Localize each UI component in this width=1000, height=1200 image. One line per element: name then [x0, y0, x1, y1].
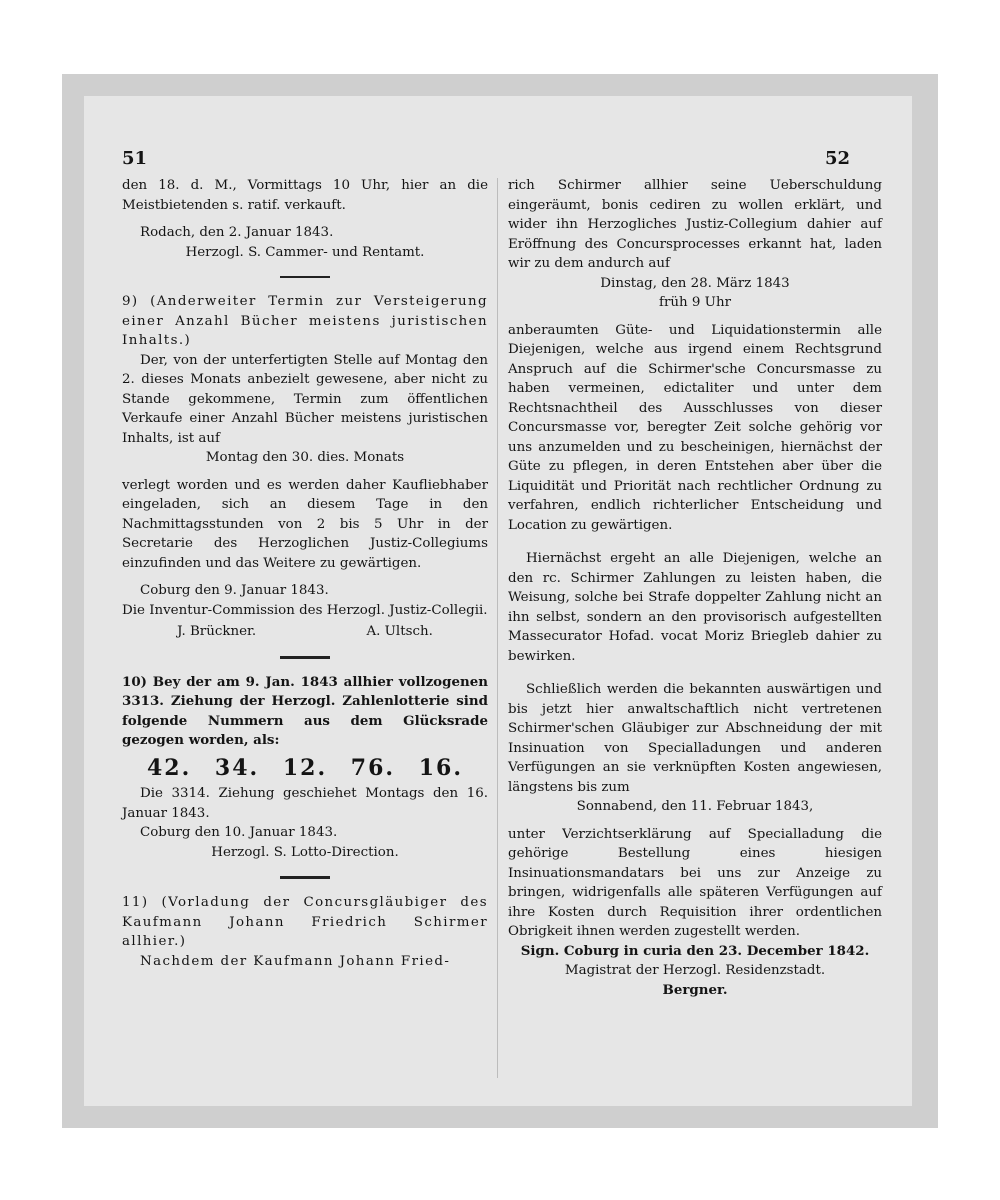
signature-name: Bergner. [662, 981, 728, 998]
notice-9-signatures [122, 622, 488, 642]
scanned-document [62, 74, 938, 1128]
separator-rule [280, 876, 330, 879]
notice-9-text-2: verlegt worden und es werden daher Kaufliebhaber eingeladen, sich an diesem Tage in den Nachmittagsstunden von 2 bis 5 Uhr in der Secretarie des Herzoglichen Justiz-Collegiums einzufinden und das Weitere zu gewärtigen. [122, 477, 488, 571]
notice-10-next-draw: Die 3314. Ziehung geschiehet Montags den 16. Januar 1843. [122, 786, 488, 821]
creditor-summons-text: anberaumten Güte- und Liquidationstermin alle Diejenigen, welche aus irgend einem Rechtsgrund Anspruch auf die Schirmer'sche Concursmasse zu haben vermeinen, edictaliter und unter dem Rechtsnachtheil des Ausschlusses von dieser Concursmasse vor, beregter Zeit solche gehörig vor uns anzumelden und zu bescheinigen, hiernächst der Güte zu pflegen, in deren Entstehen aber über die Liquidität und Priorität nach rechtlicher Ordnung zu verfahren, endlich richterlicher Entscheidung und Location zu gewärtigen. [508, 322, 882, 533]
signature-authority: Magistrat der Herzogl. Residenzstadt. [564, 963, 826, 978]
notice-11-text: Nachdem der Kaufmann Johann Fried- [140, 953, 451, 969]
notice-10-text: 10) Bey der am 9. Jan. 1843 allhier vollzogenen 3313. Ziehung der Herzogl. Zahlenlotterie sind folgende Nummern aus dem Glücksrade gezogen worden, als: [122, 673, 488, 748]
page-number-right: 52 [824, 148, 850, 169]
document-page [84, 96, 912, 1106]
notice-10-place-date: Coburg den 10. Januar 1843. [140, 825, 338, 840]
left-column [122, 176, 488, 971]
separator-rule [280, 276, 330, 278]
notice-11-continued: rich Schirmer allhier seine Ueberschuldung eingeräumt, bonis cediren zu wollen erklärt, und wider ihn Herzogliches Justiz-Collegium dahier auf Eröffnung des Concursprocesses erkannt hat, laden wir zu dem andurch auf [508, 178, 882, 271]
lottery-numbers: 42. 34. 12. 76. 16. [146, 754, 463, 781]
notice-9-signature-2: A. Ultsch. [366, 624, 433, 639]
right-column [508, 176, 882, 1000]
notice-9-signature-1: J. Brückner. [177, 624, 257, 639]
notice-11-heading: 11) (Vorladung der Concursgläubiger des Kaufmann Johann Friedrich Schirmer allhier.) [122, 895, 488, 949]
notice-9-heading: 9) (Anderweiter Termin zur Versteigerung einer Anzahl Bücher meistens juristischen Inhalts.) [122, 294, 488, 348]
notice-9-place-date: Coburg den 9. Januar 1843. [140, 583, 329, 598]
notice-8-signature: Herzogl. S. Cammer- und Rentamt. [185, 244, 425, 260]
hearing-time: früh 9 Uhr [659, 295, 731, 310]
hearing-date: Dinstag, den 28. März 1843 [600, 275, 790, 291]
notice-10-signature: Herzogl. S. Lotto-Direction. [211, 844, 399, 860]
signature-place-date: Sign. Coburg in curia den 23. December 1842. [520, 942, 870, 959]
external-creditors-text: Schließlich werden die bekannten auswärtigen und bis jetzt hier anwaltschaftlich nicht vertretenen Schirmer'schen Gläubiger zur Abschneidung der mit Insinuation von Specialladungen und anderen Verfügungen an sie verknüpften Kosten angewiesen, längstens bis zum [508, 682, 882, 795]
notice-8-text: den 18. d. M., Vormittags 10 Uhr, hier an die Meistbietenden s. ratif. verkauft. [122, 178, 488, 213]
notice-9-commission: Die Inventur-Commission des Herzogl. Justiz-Collegii. [122, 602, 488, 618]
deadline-date: Sonnabend, den 11. Februar 1843, [576, 799, 814, 814]
notice-9-text: Der, von der unterfertigten Stelle auf Montag den 2. dieses Monats anbezielt gewesene, aber nicht zu Stande gekommene, Termin zum öffentlichen Verkaufe einer Anzahl Bücher meistens juristischen Inhalts, ist auf [122, 352, 488, 446]
notice-8-place-date: Rodach, den 2. Januar 1843. [140, 225, 334, 240]
separator-rule [280, 656, 330, 659]
mandatary-instruction-text: unter Verzichtserklärung auf Specialladung die gehörige Bestellung eines hiesigen Insinuationsmandatars bei uns zur Anzeige zu bringen, widrigenfalls alle späteren Verfügungen auf ihre Kosten durch Requisition ihrer ordentlichen Obrigkeit ihnen werden zugestellt werden. [508, 826, 882, 939]
notice-9-date: Montag den 30. dies. Monats [205, 450, 405, 465]
column-divider [497, 178, 498, 1078]
page-number-left: 51 [122, 148, 148, 169]
payment-instruction-text: Hiernächst ergeht an alle Diejenigen, welche an den rc. Schirmer Zahlungen zu leisten haben, die Weisung, solche bei Strafe doppelter Zahlung nicht an ihn selbst, sondern an den provisorisch aufgestellten Massecurator Hofad. vocat Moriz Briegleb dahier zu bewirken. [508, 551, 882, 664]
